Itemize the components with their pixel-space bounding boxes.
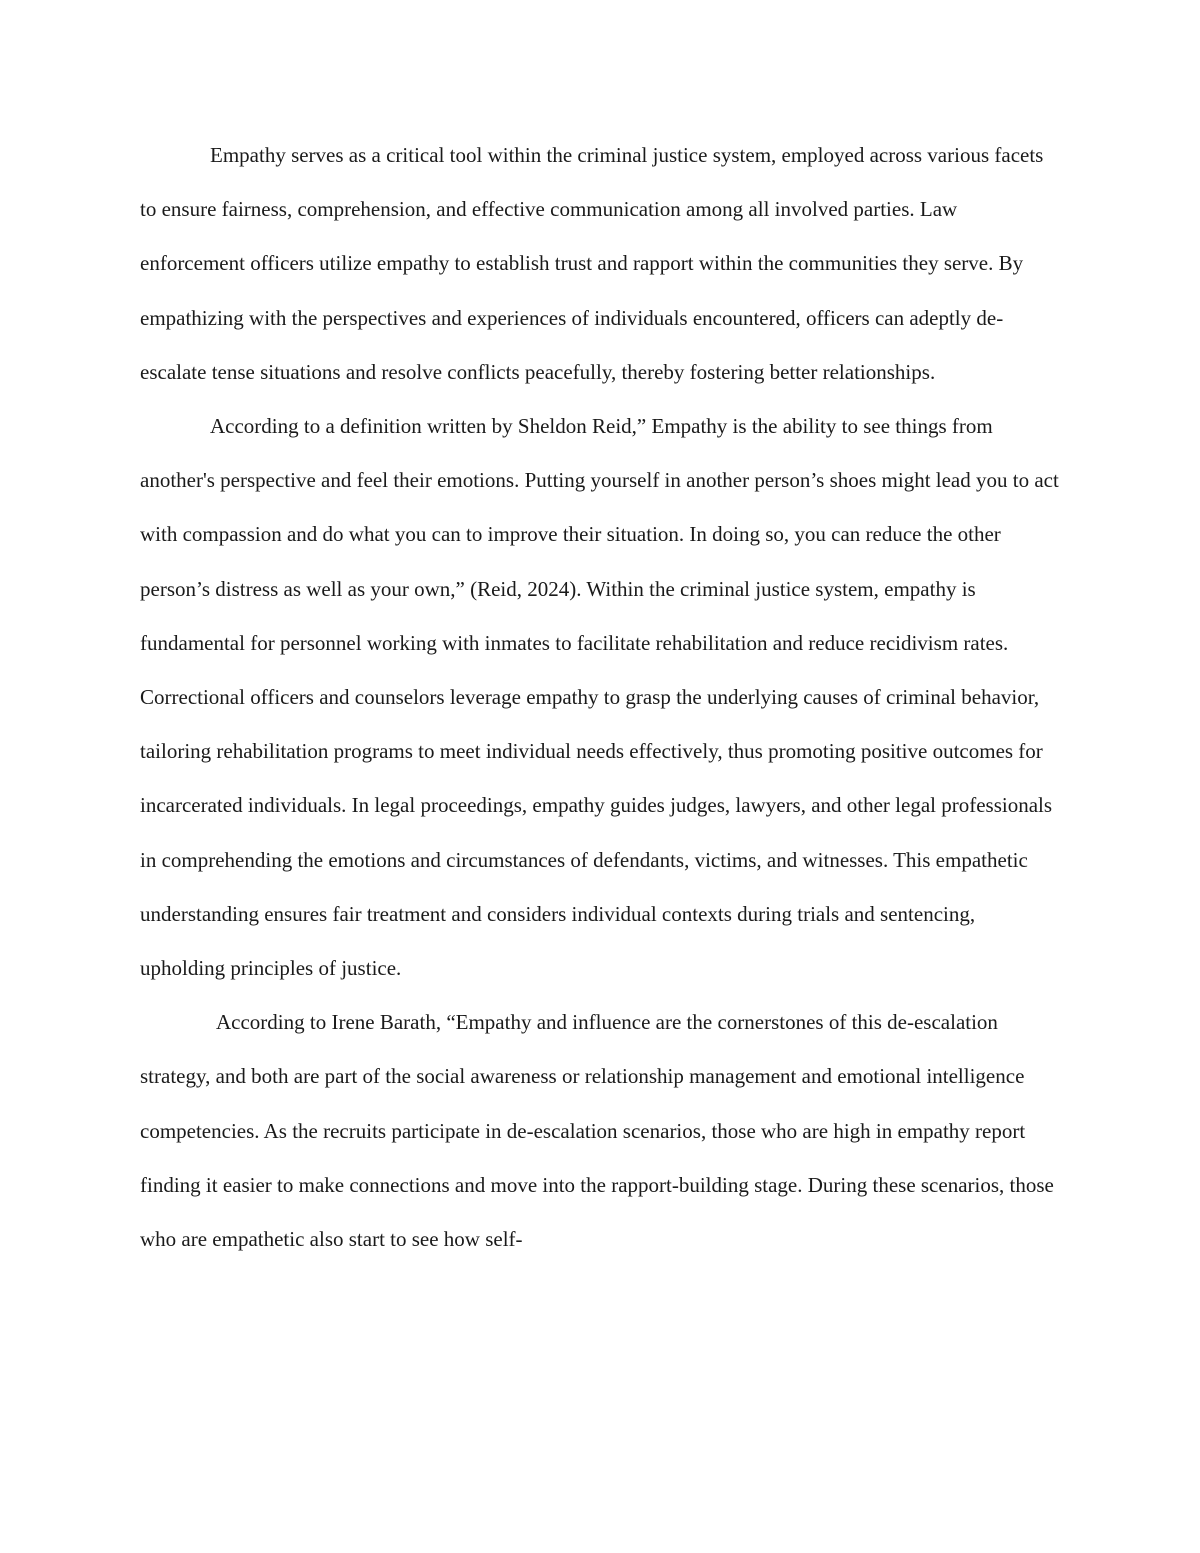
paragraph-3: According to Irene Barath, “Empathy and influence are the cornerstones of this de-escalation strategy, and both are part of the social awareness or relationship management and emotional intelligence competencies. As the recruits participate in de-escalation scenarios, those who are high in empathy report finding it easier to make connections and move into the rapport-building stage. During these scenarios, those who are empathetic also start to see how self- bbox=[140, 1010, 1054, 1252]
paragraph-2: According to a definition written by Sheldon Reid,” Empathy is the ability to see things from another's perspective and feel their emotions. Putting yourself in another person’s shoes might lead you to act with compassion and do what you can to improve their situation. In doing so, you can reduce the other person’s distress as well as your own,” (Reid, 2024). Within the criminal justice system, empathy is fundamental for personnel working with inmates to facilitate rehabilitation and reduce recidivism rates. Correctional officers and counselors leverage empathy to grasp the underlying causes of criminal behavior, tailoring rehabilitation programs to meet individual needs effectively, thus promoting positive outcomes for incarcerated individuals. In legal proceedings, empathy guides judges, lawyers, and other legal professionals in comprehending the emotions and circumstances of defendants, victims, and witnesses. This empathetic understanding ensures fair treatment and considers individual contexts during trials and sentencing, upholding principles of justice. bbox=[140, 414, 1059, 981]
document-body bbox=[140, 128, 1062, 1266]
paragraph-1: Empathy serves as a critical tool within the criminal justice system, employed across various facets to ensure fairness, comprehension, and effective communication among all involved parties. Law enforcement officers utilize empathy to establish trust and rapport within the communities they serve. By empathizing with the perspectives and experiences of individuals encountered, officers can adeptly de-escalate tense situations and resolve conflicts peacefully, thereby fostering better relationships. bbox=[140, 143, 1044, 384]
